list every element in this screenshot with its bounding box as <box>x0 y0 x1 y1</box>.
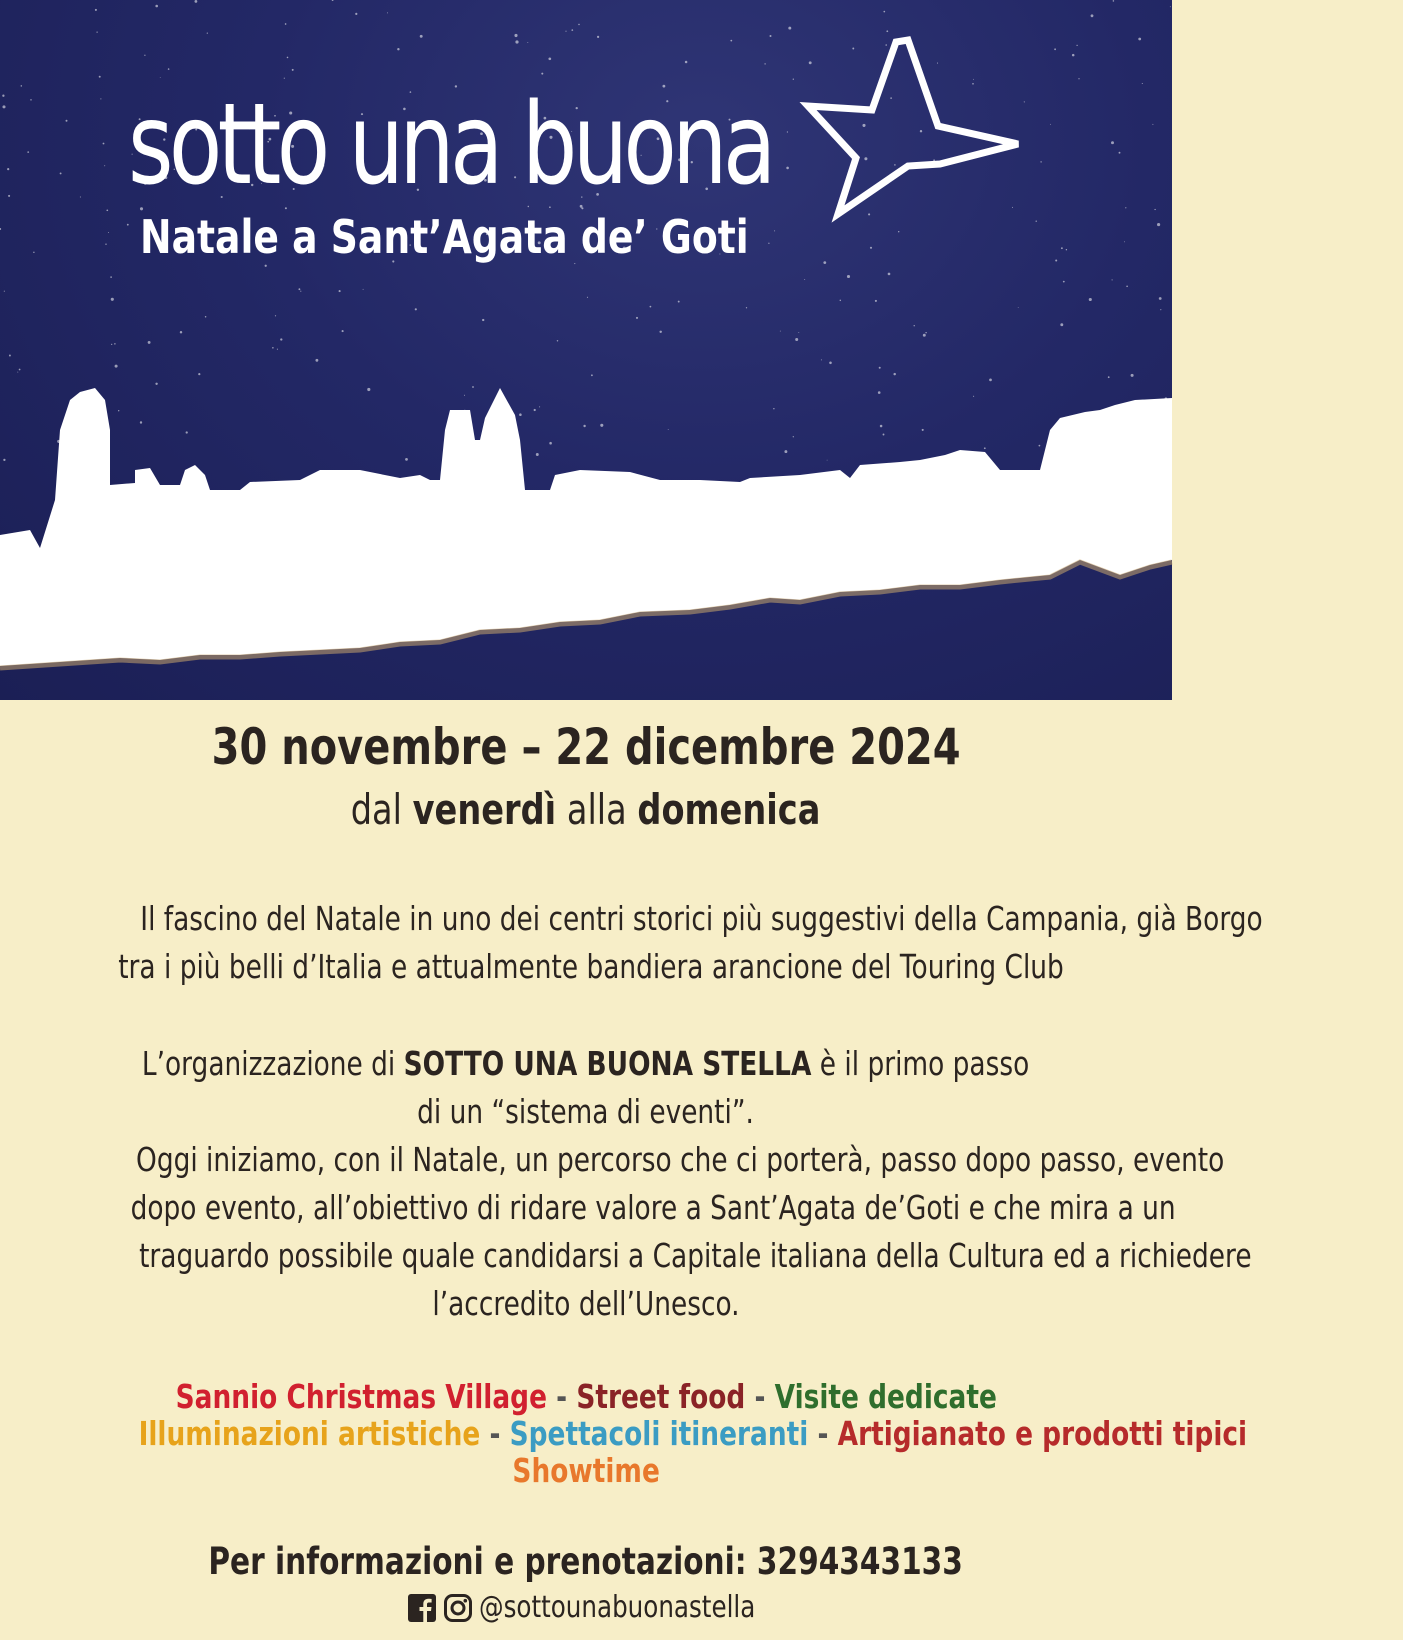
activities-row-1 <box>175 1378 996 1415</box>
description-line-5: traguardo possibile quale candidarsi a Capitale italiana della Cultura ed a richiedere <box>139 1236 1252 1275</box>
description-line-4: dopo evento, all’obiettivo di ridare valore a Sant’Agata de’Goti e che mira a un <box>130 1188 1176 1227</box>
days-prefix: dal <box>351 785 414 834</box>
activity-street-food: Street food <box>576 1377 746 1416</box>
event-dates-block <box>0 718 1172 776</box>
activity-separator: - <box>546 1377 577 1416</box>
activity-illuminations: Illuminazioni artistiche <box>138 1414 481 1453</box>
description-line-2: di un “sistema di eventi”. <box>417 1092 755 1131</box>
event-days <box>351 785 821 834</box>
contact-info: Per informazioni e prenotazioni: 3294343133 <box>208 1540 964 1583</box>
description-line-1-suffix: è il primo passo <box>811 1044 1030 1083</box>
event-dates: 30 novembre – 22 dicembre 2024 <box>211 718 961 776</box>
days-to: domenica <box>637 785 821 834</box>
social-handle[interactable]: @sottounabuonastella <box>478 1590 755 1625</box>
activity-separator: - <box>480 1414 510 1453</box>
activity-visits: Visite dedicate <box>774 1377 997 1416</box>
activity-shows: Spettacoli itineranti <box>509 1414 809 1453</box>
activity-crafts: Artigianato e prodotti tipici <box>837 1414 1248 1453</box>
description-paragraph <box>0 1040 1252 1328</box>
intro-line-2: tra i più belli d’Italia e attualmente bandiera arancione del Touring Club <box>118 947 1064 986</box>
intro-paragraph <box>0 895 1263 991</box>
description-line-3: Oggi iniziamo, con il Natale, un percorso che ci porterà, passo dopo passo, evento <box>136 1140 1225 1179</box>
instagram-icon[interactable] <box>443 1593 473 1623</box>
description-line-1 <box>142 1040 1029 1088</box>
activity-separator: - <box>745 1377 775 1416</box>
contact-info-block <box>0 1540 1172 1583</box>
days-from: venerdì <box>413 785 557 834</box>
activities-row-2 <box>139 1415 1248 1452</box>
activity-separator: - <box>808 1414 838 1453</box>
intro-line-1: Il fascino del Natale in uno dei centri storici più suggestivi della Campania, già Borgo <box>140 899 1263 938</box>
event-days-block <box>0 785 1172 834</box>
star-outline-icon <box>808 34 1028 214</box>
description-line-6: l’accredito dell’Unesco. <box>432 1284 740 1323</box>
event-title: sotto una buona <box>128 80 772 210</box>
social-links <box>0 1590 1172 1625</box>
facebook-icon[interactable] <box>407 1593 437 1623</box>
activities-list <box>0 1377 1248 1490</box>
activity-christmas-village: Sannio Christmas Village <box>175 1377 547 1416</box>
event-subtitle: Natale a Sant’Agata de’ Goti <box>140 210 749 264</box>
days-mid: alla <box>556 785 638 834</box>
activity-showtime: Showtime <box>512 1451 660 1490</box>
description-line-1-bold: SOTTO UNA BUONA STELLA <box>404 1044 812 1083</box>
description-line-1-prefix: L’organizzazione di <box>142 1044 405 1083</box>
